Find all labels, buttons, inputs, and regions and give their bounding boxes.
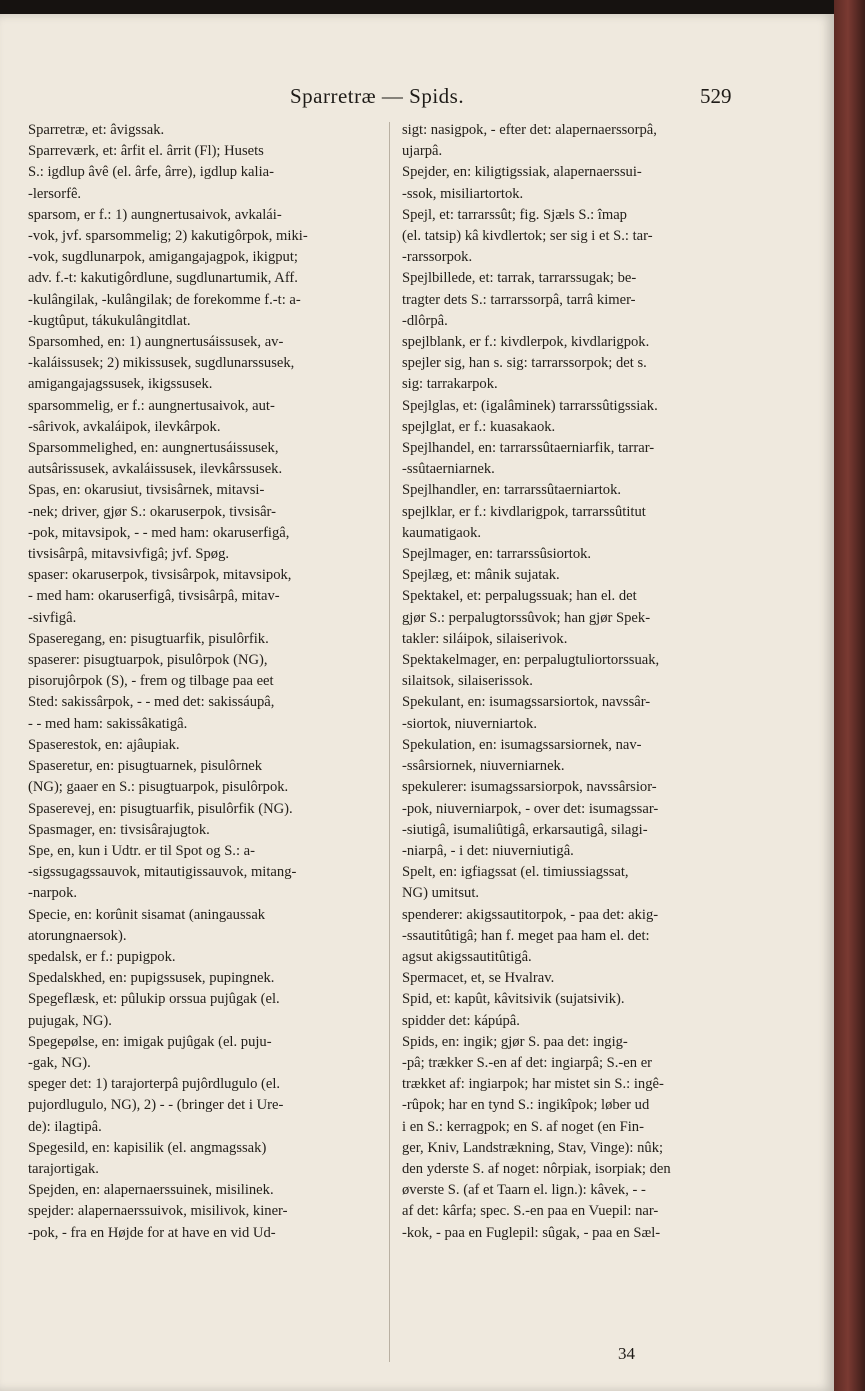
entry-line: atorungnaersok). <box>28 927 127 944</box>
entry-line: -sârivok, avkaláipok, ilevkârpok. <box>28 418 221 435</box>
entry-line: Spas, en: okarusiut, tivsisârnek, mitavsi- <box>28 482 265 499</box>
entry-line: spaserer: pisugtuarpok, pisulôrpok (NG), <box>28 652 268 669</box>
entry-line: -ssûtaerniarnek. <box>402 461 495 478</box>
entry-line: spejder: alapernaerssuivok, misilivok, kiner- <box>28 1203 288 1220</box>
entry-line: Spelt, en: igfiagssat (el. timiussiagssat, <box>402 864 629 881</box>
entry-line: -vok, sugdlunarpok, amigangajagpok, ikigput; <box>28 249 298 266</box>
entry-line: trækket af: ingiarpok; har mistet sin S.: ingê- <box>402 1076 664 1093</box>
entry-line: de): ilagtipâ. <box>28 1118 102 1135</box>
entry-line: kaumatigaok. <box>402 524 482 541</box>
running-title: Sparretræ — Spids. <box>290 84 465 108</box>
entry-line: sig: tarrakarpok. <box>402 376 498 393</box>
entry-line: -sivfigâ. <box>28 609 77 626</box>
entry-line: - med ham: okaruserfigâ, tivsisârpâ, mitav- <box>28 588 280 605</box>
entry-line: -narpok. <box>28 885 78 902</box>
entry-line: -gak, NG). <box>28 1054 91 1071</box>
entry-line: Spegeflæsk, et: pûlukip orssua pujûgak (el. <box>28 991 280 1008</box>
entry-line: Spaserevej, en: pisugtuarfik, pisulôrfik (NG). <box>28 800 293 817</box>
entry-line: spejler sig, han s. sig: tarrarssorpok; det s. <box>402 355 647 372</box>
entry-line: sigt: nasigpok, - efter det: alapernaerssorpâ, <box>402 122 657 138</box>
entry-line: Spaseregang, en: pisugtuarfik, pisulôrfik. <box>28 630 269 647</box>
entry-line: -lersorfê. <box>28 185 82 202</box>
entry-line: Spegesild, en: kapisilik (el. angmagssak) <box>28 1139 267 1156</box>
entry-line: -pâ; trækker S.-en af det: ingiarpâ; S.-en er <box>402 1054 653 1071</box>
entry-line: -rûpok; har en tynd S.: ingikîpok; løber ud <box>402 1097 650 1114</box>
left-column <box>28 120 383 1244</box>
entry-line: øverste S. (af et Taarn el. lign.): kâvek, - - <box>402 1182 646 1199</box>
entry-line: Sparsommelighed, en: aungnertusáissusek, <box>28 440 279 457</box>
entry-line: ger, Kniv, Landstrækning, Stav, Vinge): nûk; <box>402 1139 664 1156</box>
entry-line: Spektakel, et: perpalugssuak; han el. det <box>402 588 637 605</box>
dictionary-page <box>0 14 834 1391</box>
entry-line: Spejder, en: kiligtigssiak, alapernaerssui- <box>402 164 642 181</box>
entry-line: Specie, en: korûnit sisamat (aningaussak <box>28 906 266 923</box>
entry-line: -kok, - paa en Fuglepil: sûgak, - paa en Sæl- <box>402 1224 661 1241</box>
entry-line: Spekulant, en: isumagssarsiortok, navssâr- <box>402 694 651 711</box>
entry-line: den yderste S. af noget: nôrpiak, isorpiak; den <box>402 1160 671 1177</box>
entry-line: -nek; driver, gjør S.: okaruserpok, tivsisâr- <box>28 503 276 520</box>
entry-line: Spaserestok, en: ajâupiak. <box>28 736 180 753</box>
entry-line: -pok, niuverniarpok, - over det: isumagssar- <box>402 800 659 817</box>
entry-line: Spaseretur, en: pisugtuarnek, pisulôrnek <box>28 758 263 775</box>
entry-line: Spektakelmager, en: perpalugtuliortorssuak, <box>402 652 660 669</box>
entry-line: Spermacet, et, se Hvalrav. <box>402 970 555 987</box>
entry-line: (NG); gaaer en S.: pisugtuarpok, pisulôrpok. <box>28 779 289 796</box>
entry-line: ujarpâ. <box>402 143 443 160</box>
entry-line: spaser: okaruserpok, tivsisârpok, mitavsipok, <box>28 567 292 584</box>
right-column <box>402 120 762 1244</box>
entry-line: sparsommelig, er f.: aungnertusaivok, aut- <box>28 397 275 414</box>
entry-line: -kaláissusek; 2) mikissusek, sugdlunarssusek, <box>28 355 295 372</box>
entry-line: Spekulation, en: isumagssarsiornek, nav- <box>402 736 642 753</box>
entry-line: -ssok, misiliartortok. <box>402 185 524 202</box>
entry-line: -dlôrpâ. <box>402 312 448 329</box>
entry-line: (el. tatsip) kâ kivdlertok; ser sig i et S.: tar- <box>402 228 653 245</box>
entry-line: Spejlmager, en: tarrarssûsiortok. <box>402 546 592 563</box>
entry-line: spejlblank, er f.: kivdlerpok, kivdlarigpok. <box>402 334 650 351</box>
entry-line: spekulerer: isumagssarsiorpok, navssârsior- <box>402 779 657 796</box>
entry-line: silaitsok, silaiserissok. <box>402 673 533 690</box>
entry-line: -ssârsiornek, niuverniarnek. <box>402 758 565 775</box>
entry-line: sparsom, er f.: 1) aungnertusaivok, avkalái- <box>28 206 282 223</box>
entry-line: Spejlbillede, et: tarrak, tarrarssugak; be- <box>402 270 637 287</box>
entry-line: Sparreværk, et: ârfit el. ârrit (Fl); Husets <box>28 143 264 160</box>
entry-line: -sigssugagssauvok, mitautigissauvok, mitang- <box>28 864 297 881</box>
entry-line: agsut akigssautitûtigâ. <box>402 948 532 965</box>
entry-line: -kulângilak, -kulângilak; de forekomme f.-t: a- <box>28 291 301 308</box>
entry-line: -niarpâ, - i det: niuverniutigâ. <box>402 842 574 859</box>
entry-line: Spedalskhed, en: pupigssusek, pupingnek. <box>28 970 275 987</box>
entry-line: spidder det: kápúpâ. <box>402 1012 520 1029</box>
entry-line: Sparsomhed, en: 1) aungnertusáissusek, av- <box>28 334 284 351</box>
entry-line: -pok, mitavsipok, - - med ham: okaruserfigâ, <box>28 524 290 541</box>
entry-line: tivsisârpâ, mitavsivfigâ; jvf. Spøg. <box>28 546 230 563</box>
page-footer <box>0 1344 834 1368</box>
entry-line: Spejl, et: tarrarssût; fig. Sjæls S.: îmap <box>402 206 627 223</box>
page-number: 529 <box>700 84 732 108</box>
signature-mark: 34 <box>618 1344 635 1363</box>
entry-line: adv. f.-t: kakutigôrdlune, sugdlunartumik, Aff. <box>28 270 298 287</box>
entry-line: spejlglat, er f.: kuasakaok. <box>402 418 556 435</box>
entry-line: -siutigâ, isumaliûtigâ, erkarsautigâ, silagi- <box>402 821 648 838</box>
entry-line: Spejlglas, et: (igalâminek) tarrarssûtigssiak. <box>402 397 658 414</box>
entry-line: af det: kârfa; spec. S.-en paa en Vuepil: nar- <box>402 1203 659 1220</box>
book-cover-edge <box>834 0 865 1391</box>
entry-line: Spasmager, en: tivsisârajugtok. <box>28 821 210 838</box>
entry-line: i en S.: kerragpok; en S. af noget (en Fin- <box>402 1118 644 1135</box>
entry-line: -ssautitûtigâ; han f. meget paa ham el. det: <box>402 927 650 944</box>
entry-line: Spejlhandel, en: tarrarssûtaerniarfik, tarrar- <box>402 440 655 457</box>
entry-line: -rarssorpok. <box>402 249 473 266</box>
entry-line: gjør S.: perpalugtorssûvok; han gjør Spek- <box>402 609 651 626</box>
entry-line: Sted: sakissârpok, - - med det: sakissáupâ, <box>28 694 275 711</box>
entry-line: -siortok, niuverniartok. <box>402 715 537 732</box>
entry-line: spenderer: akigssautitorpok, - paa det: akig- <box>402 906 659 923</box>
entry-line: autsârissusek, avkaláissusek, ilevkârssusek. <box>28 461 283 478</box>
entry-line: Spejden, en: alapernaerssuinek, misilinek. <box>28 1182 274 1199</box>
entry-line: Spids, en: ingik; gjør S. paa det: ingig- <box>402 1033 628 1050</box>
entry-line: pujugak, NG). <box>28 1012 112 1029</box>
entry-line: tragter dets S.: tarrarssorpâ, tarrâ kimer- <box>402 291 636 308</box>
entry-line: - - med ham: sakissâkatigâ. <box>28 715 188 732</box>
entry-line: pujordlugulo, NG), 2) - - (bringer det i Ure- <box>28 1097 284 1114</box>
entry-line: speger det: 1) tarajorterpâ pujôrdlugulo (el. <box>28 1076 281 1093</box>
entry-line: Spejlhandler, en: tarrarssûtaerniartok. <box>402 482 622 499</box>
entry-line: spedalsk, er f.: pupigpok. <box>28 948 176 965</box>
entry-line: takler: siláipok, silaiserivok. <box>402 630 568 647</box>
entry-line: NG) umitsut. <box>402 885 480 902</box>
entry-line: spejlklar, er f.: kivdlarigpok, tarrarssûtitut <box>402 503 646 520</box>
entry-line: -pok, - fra en Højde for at have en vid Ud- <box>28 1224 276 1241</box>
entry-line: pisorujôrpok (S), - frem og tilbage paa eet <box>28 673 274 690</box>
entry-line: tarajortigak. <box>28 1160 99 1177</box>
entry-line: amigangajagssusek, ikigssusek. <box>28 376 213 393</box>
entry-line: Spegepølse, en: imigak pujûgak (el. puju- <box>28 1033 272 1050</box>
column-divider <box>389 122 390 1362</box>
entry-line: Spejlæg, et: mânik sujatak. <box>402 567 560 584</box>
entry-line: Spid, et: kapût, kâvitsivik (sujatsivik). <box>402 991 625 1008</box>
entry-line: -kugtûput, tákukulângitdlat. <box>28 312 191 329</box>
page-header <box>0 84 834 114</box>
entry-line: Spe, en, kun i Udtr. er til Spot og S.: a- <box>28 842 256 859</box>
entry-line: -vok, jvf. sparsommelig; 2) kakutigôrpok, miki- <box>28 228 308 245</box>
entry-line: S.: igdlup âvê (el. ârfe, ârre), igdlup kalia- <box>28 164 274 181</box>
entry-line: Sparretræ, et: âvigssak. <box>28 122 165 138</box>
